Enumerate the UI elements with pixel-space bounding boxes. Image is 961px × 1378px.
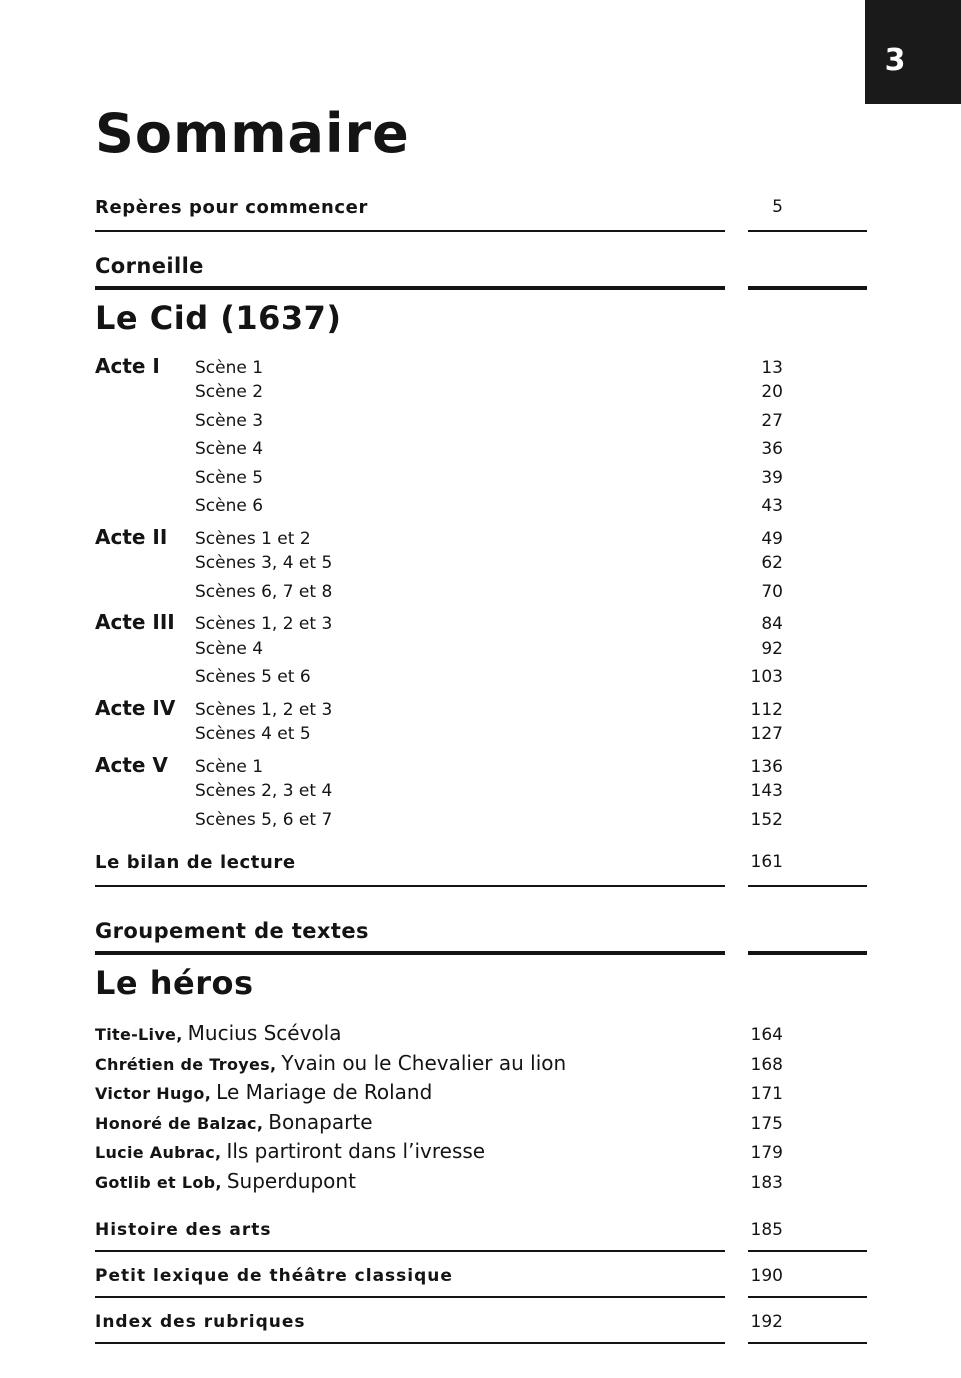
texte-entry: [95, 1080, 748, 1104]
page-ref: 192: [748, 1312, 867, 1344]
texte-entry: [95, 1139, 748, 1163]
toc-scene-row: [95, 411, 867, 440]
scene-label: Scène 5: [195, 467, 264, 488]
page-ref: 168: [750, 1054, 783, 1075]
toc-texte-row: [95, 1021, 867, 1051]
page-ref: 20: [761, 382, 783, 403]
table-of-contents: [95, 197, 867, 1344]
texte-list: [95, 1021, 867, 1198]
act-label: Acte IV: [95, 695, 176, 720]
toc-entry-histoire-des-arts: [95, 1220, 867, 1252]
page-ref: 70: [761, 581, 783, 602]
page-ref: 84: [761, 614, 783, 635]
work-title-le-heros: Le héros: [95, 964, 254, 1003]
work-label: Yvain ou le Chevalier au lion: [281, 1050, 567, 1075]
toc-scene-row: [95, 553, 867, 582]
toc-scene-row: [95, 582, 867, 611]
section-heading-corneille: [95, 254, 867, 290]
act-label: Acte I: [95, 353, 160, 378]
scene-label: Scène 2: [195, 382, 264, 403]
rule-spacer: [748, 254, 867, 290]
entry-label: Index des rubriques: [95, 1312, 725, 1344]
texte-entry: [95, 1051, 748, 1075]
work-label: Mucius Scévola: [187, 1021, 342, 1046]
act-label: Acte III: [95, 610, 175, 635]
page-ref: 171: [750, 1084, 783, 1105]
page-ref: 175: [750, 1113, 783, 1134]
toc-scene-row: [95, 667, 867, 696]
act-label: Acte II: [95, 524, 168, 549]
toc-scene-row: [95, 525, 867, 554]
texte-entry: [95, 1169, 748, 1193]
page-ref: 161: [748, 852, 867, 887]
texte-entry: [95, 1021, 748, 1045]
scene-label: Scènes 2, 3 et 4: [195, 781, 333, 802]
toc-scene-row: [95, 610, 867, 639]
work-title-le-cid: Le Cid (1637): [95, 299, 342, 338]
page-ref: 136: [750, 756, 783, 777]
work-label: Superdupont: [226, 1168, 356, 1193]
page-ref: 152: [750, 809, 783, 830]
section-label: Groupement de textes: [95, 919, 725, 955]
page-ref: 112: [750, 699, 783, 720]
author-label: Chrétien de Troyes,: [95, 1054, 277, 1074]
entry-label: Le bilan de lecture: [95, 852, 725, 887]
page-ref: 164: [750, 1025, 783, 1046]
folio-box: [865, 0, 961, 104]
author-label: Gotlib et Lob,: [95, 1172, 222, 1192]
section-label: Corneille: [95, 254, 725, 290]
page-ref: 183: [750, 1172, 783, 1193]
page-ref: 185: [748, 1220, 867, 1252]
page-ref: 27: [761, 410, 783, 431]
work-label: Le Mariage de Roland: [216, 1080, 433, 1105]
toc-scene-row: [95, 696, 867, 725]
toc-scene-row: [95, 496, 867, 525]
texte-entry: [95, 1110, 748, 1134]
work-label: Bonaparte: [268, 1109, 373, 1134]
page-ref: 190: [748, 1266, 867, 1298]
page-ref: 49: [761, 528, 783, 549]
scene-label: Scène 4: [195, 638, 264, 659]
toc-texte-row: [95, 1051, 867, 1081]
toc-entry-reperes: [95, 197, 867, 232]
page-ref: 62: [761, 553, 783, 574]
scene-label: Scènes 1 et 2: [195, 528, 311, 549]
toc-entry-bilan: [95, 852, 867, 887]
footer-entries: [95, 1220, 867, 1344]
toc-scene-row: [95, 724, 867, 753]
folio-number: 3: [884, 42, 906, 78]
page-ref: 143: [750, 781, 783, 802]
scene-label: Scène 3: [195, 410, 264, 431]
author-label: Lucie Aubrac,: [95, 1143, 222, 1163]
toc-texte-row: [95, 1139, 867, 1169]
toc-texte-row: [95, 1169, 867, 1199]
toc-scene-row: [95, 439, 867, 468]
page-ref: 13: [761, 357, 783, 378]
scene-label: Scènes 4 et 5: [195, 724, 311, 745]
page-ref: 127: [750, 724, 783, 745]
entry-label: Repères pour commencer: [95, 197, 725, 232]
page-ref: 36: [761, 439, 783, 460]
scene-list: [95, 354, 867, 839]
toc-texte-row: [95, 1110, 867, 1140]
toc-scene-row: [95, 753, 867, 782]
page-ref: 43: [761, 496, 783, 517]
toc-texte-row: [95, 1080, 867, 1110]
page-ref: 92: [761, 638, 783, 659]
toc-entry-index-rubriques: [95, 1312, 867, 1344]
toc-scene-row: [95, 781, 867, 810]
page-ref: 179: [750, 1143, 783, 1164]
page-title: Sommaire: [95, 102, 410, 165]
toc-entry-petit-lexique: [95, 1266, 867, 1298]
page-ref: 39: [761, 467, 783, 488]
scene-label: Scènes 1, 2 et 3: [195, 699, 333, 720]
toc-scene-row: [95, 354, 867, 383]
page-ref: 103: [750, 667, 783, 688]
scene-label: Scène 4: [195, 439, 264, 460]
scene-label: Scènes 1, 2 et 3: [195, 614, 333, 635]
entry-label: Petit lexique de théâtre classique: [95, 1266, 725, 1298]
scene-label: Scènes 5, 6 et 7: [195, 809, 333, 830]
scene-label: Scène 6: [195, 496, 264, 517]
work-label: Ils partiront dans l’ivresse: [226, 1139, 486, 1164]
author-label: Honoré de Balzac,: [95, 1113, 264, 1133]
rule-spacer: [748, 919, 867, 955]
scene-label: Scènes 5 et 6: [195, 667, 311, 688]
act-label: Acte V: [95, 752, 168, 777]
toc-scene-row: [95, 639, 867, 668]
toc-scene-row: [95, 810, 867, 839]
scene-label: Scènes 6, 7 et 8: [195, 581, 333, 602]
section-heading-groupement: [95, 919, 867, 955]
toc-scene-row: [95, 468, 867, 497]
entry-label: Histoire des arts: [95, 1220, 725, 1252]
scene-label: Scènes 3, 4 et 5: [195, 553, 333, 574]
scene-label: Scène 1: [195, 756, 264, 777]
author-label: Tite-Live,: [95, 1025, 183, 1045]
page-ref: 5: [748, 197, 867, 232]
toc-scene-row: [95, 382, 867, 411]
scene-label: Scène 1: [195, 357, 264, 378]
author-label: Victor Hugo,: [95, 1084, 212, 1104]
